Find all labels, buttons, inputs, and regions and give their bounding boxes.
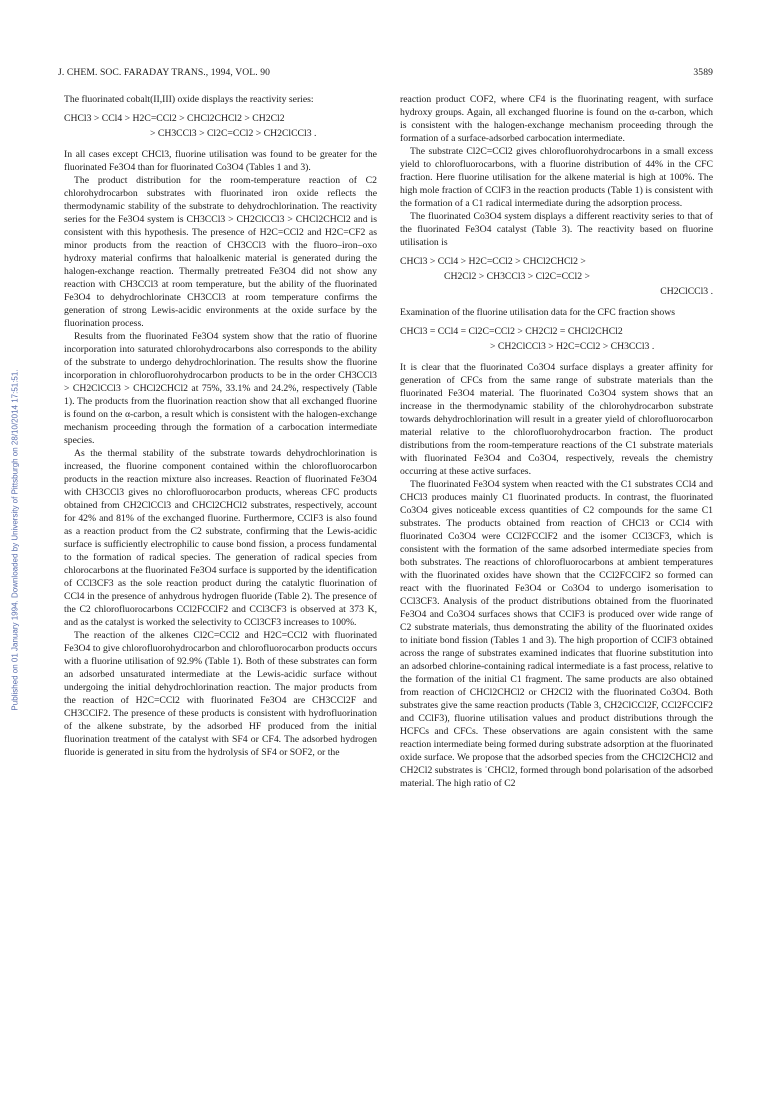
paragraph: The fluorinated Fe3O4 system when reacted with the C1 substrates CCl4 and CHCl3 produces mainly C1 fluorinated products. In contrast, the fluorinated Co3O4 gives noticeable excess quantities of C2 compounds for the same C1 substrates. The products obtained from reaction of CHCl3 or CCl4 with fluorinated Co3O4 were CCl2FCClF2 and the isomer CCl3CF3, which is consistent with the formation of the same adsorbed intermediate species from both substrates. The reactions of chlorofluorocarbons at ambient temperatures with the fluorinated oxides have shown that the CCl2FCClF2 so formed can react with the fluorinated Fe3O4 or Co3O4 to undergo isomerisation to CCl3CF3. Analysis of the product distributions obtained from the fluorinated Fe3O4 and Co3O4 surfaces shows that CClF3 is produced over wide range of C2 substrate materials, thus demonstrating the ability of the fluorinated oxides to initiate bond fission (Tables 1 and 3). The high proportion of CClF3 obtained across the range of substrates examined indicates that fluorine substitution into an adsorbed chlorine-containing radical intermediate is a fast process, relative to the formation of the initial C1 fragment. The same products are also obtained from reaction of CHCl2CHCl2 or CH2Cl2 with the fluorinated Co3O4. Both substrates give the same reaction products (Table 3, CH2ClCCl2F, CCl2FCClF2 and CClF3), fluorine utilisation values and product distributions through the HCFCs and CFCs. These observations are again consistent with the same reaction intermediate being formed during substrate adsorption at the fluorinated oxide surface. We propose that the adsorbed species from the CHCl2CHCl2 and CH2Cl2 substrates is ˙CHCl2, formed through bond polarisation of the adsorbed material. The high ratio of C2 <box>400 479 713 789</box>
equation-cfc-fraction <box>400 325 713 353</box>
paragraph: The reaction of the alkenes Cl2C=CCl2 and H2C=CCl2 with fluorinated Fe3O4 to give chlorofluorohydrocarbon and chlorofluorocarbon products occurs with a fluorine utilisation of 92.9% (Table 1). Both of these substrates can form an adsorbed unsaturated intermediate at the Lewis-acidic surface without undergoing the initial dehydrochlorination reaction. The major products from the reaction of H2C=CCl2 with fluorinated Fe3O4 are CH3CCl2F and CH3CClF2. The presence of these products is consistent with hydrofluorination of the alkene substrate, by the adsorbed HF produced from the initial fluorination treatment of the catalyst with SF4 or CF4. The adsorbed hydrogen fluoride is generated in situ from the hydrolysis of SF4 or SOF2, or the <box>64 630 377 758</box>
equation-line: CH2ClCCl3 . <box>660 286 713 297</box>
paragraph: Examination of the fluorine utilisation data for the CFC fraction shows <box>400 307 675 318</box>
paragraph: Results from the fluorinated Fe3O4 system show that the ratio of fluorine incorporation into saturated chlorohydrocarbons also corresponds to the ability of the substrate to undergo dehydrochlorination. The results show the fluorine incorporation in chlorofluorohydrocarbon products to be in the order CH3CCl3 > CH2ClCCl3 > CHCl2CHCl2 at 75%, 33.1% and 24.2%, respectively (Table 1). The products from the fluorination reaction show that all exchanged fluorine is found on the α-carbon, a result which is consistent with the halogen-exchange mechanism proceeding through the formation of a carbocation intermediate species. <box>64 331 377 446</box>
equation-line: CHCl3 > CCl4 > H2C=CCl2 > CHCl2CHCl2 > <box>400 256 586 267</box>
journal-citation: J. CHEM. SOC. FARADAY TRANS., 1994, VOL. 90 <box>58 67 271 78</box>
left-column <box>64 93 377 759</box>
download-watermark <box>8 180 22 900</box>
equation-line: CHCl3 = CCl4 = Cl2C=CCl2 > CH2Cl2 = CHCl2CHCl2 <box>400 326 623 337</box>
paragraph: The fluorinated Co3O4 system displays a different reactivity series to that of the fluorinated Fe3O4 catalyst (Table 3). The reactivity based on fluorine utilisation is <box>400 211 713 248</box>
paragraph: The product distribution for the room-temperature reaction of C2 chlorohydrocarbon substrates with fluorinated iron oxide reflects the thermodynamic stability of the substrate to dehydrochlorination. The reactivity series for the Fe3O4 system is CH3CCl3 > CH2ClCCl3 > CHCl2CHCl2 and is consistent with this hypothesis. The presence of H2C=CCl2 and H2C=CF2 as minor products from the reaction of CH3CCl3 with the fluoro–iron–oxo hydroxy material confirms that haloalkenic material is generated during the halogen-exchange reaction. Thermally pretreated Fe3O4 did not show any reaction with CH3CCl3 at room temperature, but the ability of the fluorinated Fe3O4 to dehydrochlorinate CH3CCl3 at room temperature confirms the generation of strong Lewis-acidic environments at the oxide surface by the fluorination process. <box>64 175 377 329</box>
running-header <box>58 67 713 81</box>
paragraph: It is clear that the fluorinated Co3O4 surface displays a greater affinity for generation of CFCs from the same range of substrate materials than the fluorinated Fe3O4 material. The fluorinated Co3O4 system shows that an increase in the thermodynamic stability of the chlorohydrocarbon substrate towards dehydrochlorination will result in a greater yield of chlorofluorocarbon material relative to the chlorofluorohydrocarbon fraction. The product distributions from the room-temperature reactions of the C1 substrate materials with fluorinated Fe3O4 and Co3O4, respectively, reveals the chemistry occurring at these active surfaces. <box>400 362 713 477</box>
equation-line: > CH3CCl3 > Cl2C=CCl2 > CH2ClCCl3 . <box>150 128 317 139</box>
paragraph-intro: The fluorinated cobalt(II,III) oxide displays the reactivity series: <box>64 94 314 105</box>
right-column <box>400 93 713 790</box>
paragraph: The substrate Cl2C=CCl2 gives chlorofluorohydrocarbons in a small excess yield to chlorofluorocarbons, with a fluorine distribution of 44% in the CFC fraction. Here fluorine utilisation for the alkene material is high at 100%. The high mole fraction of CClF3 in the reaction products (Table 1) is consistent with the formation of a C1 radical intermediate during the adsorption process. <box>400 146 713 209</box>
page-number: 3589 <box>693 67 713 78</box>
paragraph: reaction product COF2, where CF4 is the fluorinating reagent, with surface hydroxy groups. Again, all exchanged fluorine is found on the α-carbon, which is consistent with the halogen-exchange mechanism proceeding through the formation of a surface-adsorbed carbocation intermediate. <box>400 94 713 144</box>
paragraph: As the thermal stability of the substrate towards dehydrochlorination is increased, the fluorine component contained within the chlorofluorocarbon products in the reaction mixture also increases. Reaction of fluorinated Fe3O4 with CH3CCl3 gives no chlorofluorocarbon products, whereas CFC products obtained from CH2ClCCl3 and CHCl2CHCl2 substrates, respectively, account for 42% and 81% of the exchanged fluorine. Furthermore, CClF3 is also found as a reaction product from the C2 substrate, confirming that the Lewis-acidic surface is sufficiently electrophilic to cause bond fission, a process fundamental to the formation of radical species. The generation of radical species from chlorocarbons at the fluorinated Fe3O4 surface is supported by the identification of CCl3CF3 as the sole reaction product during the catalytic fluorination of CCl4 in the presence of anhydrous hydrogen fluoride (Table 2). The presence of the C2 chlorofluorocarbons CCl2FCClF2 and CCl3CF3 is observed at 373 K, and as the catalyst is worked the selectivity to CCl3CF3 increases to 100%. <box>64 448 377 628</box>
equation-line: CH2Cl2 > CH3CCl3 > Cl2C=CCl2 > <box>444 271 590 282</box>
paragraph: In all cases except CHCl3, fluorine utilisation was found to be greater for the fluorinated Fe3O4 than for fluorinated Co3O4 (Tables 1 and 3). <box>64 149 377 173</box>
equation-fluorine-utilisation <box>400 255 713 298</box>
equation-cobalt-reactivity <box>64 112 377 140</box>
equation-line: > CH2ClCCl3 > H2C=CCl2 > CH3CCl3 . <box>490 341 655 352</box>
equation-line: CHCl3 > CCl4 > H2C=CCl2 > CHCl2CHCl2 > CH2Cl2 <box>64 113 285 124</box>
download-notice: Published on 01 January 1994. Downloaded by University of Pittsburgh on 28/10/2014 17:51:51. <box>10 369 20 711</box>
